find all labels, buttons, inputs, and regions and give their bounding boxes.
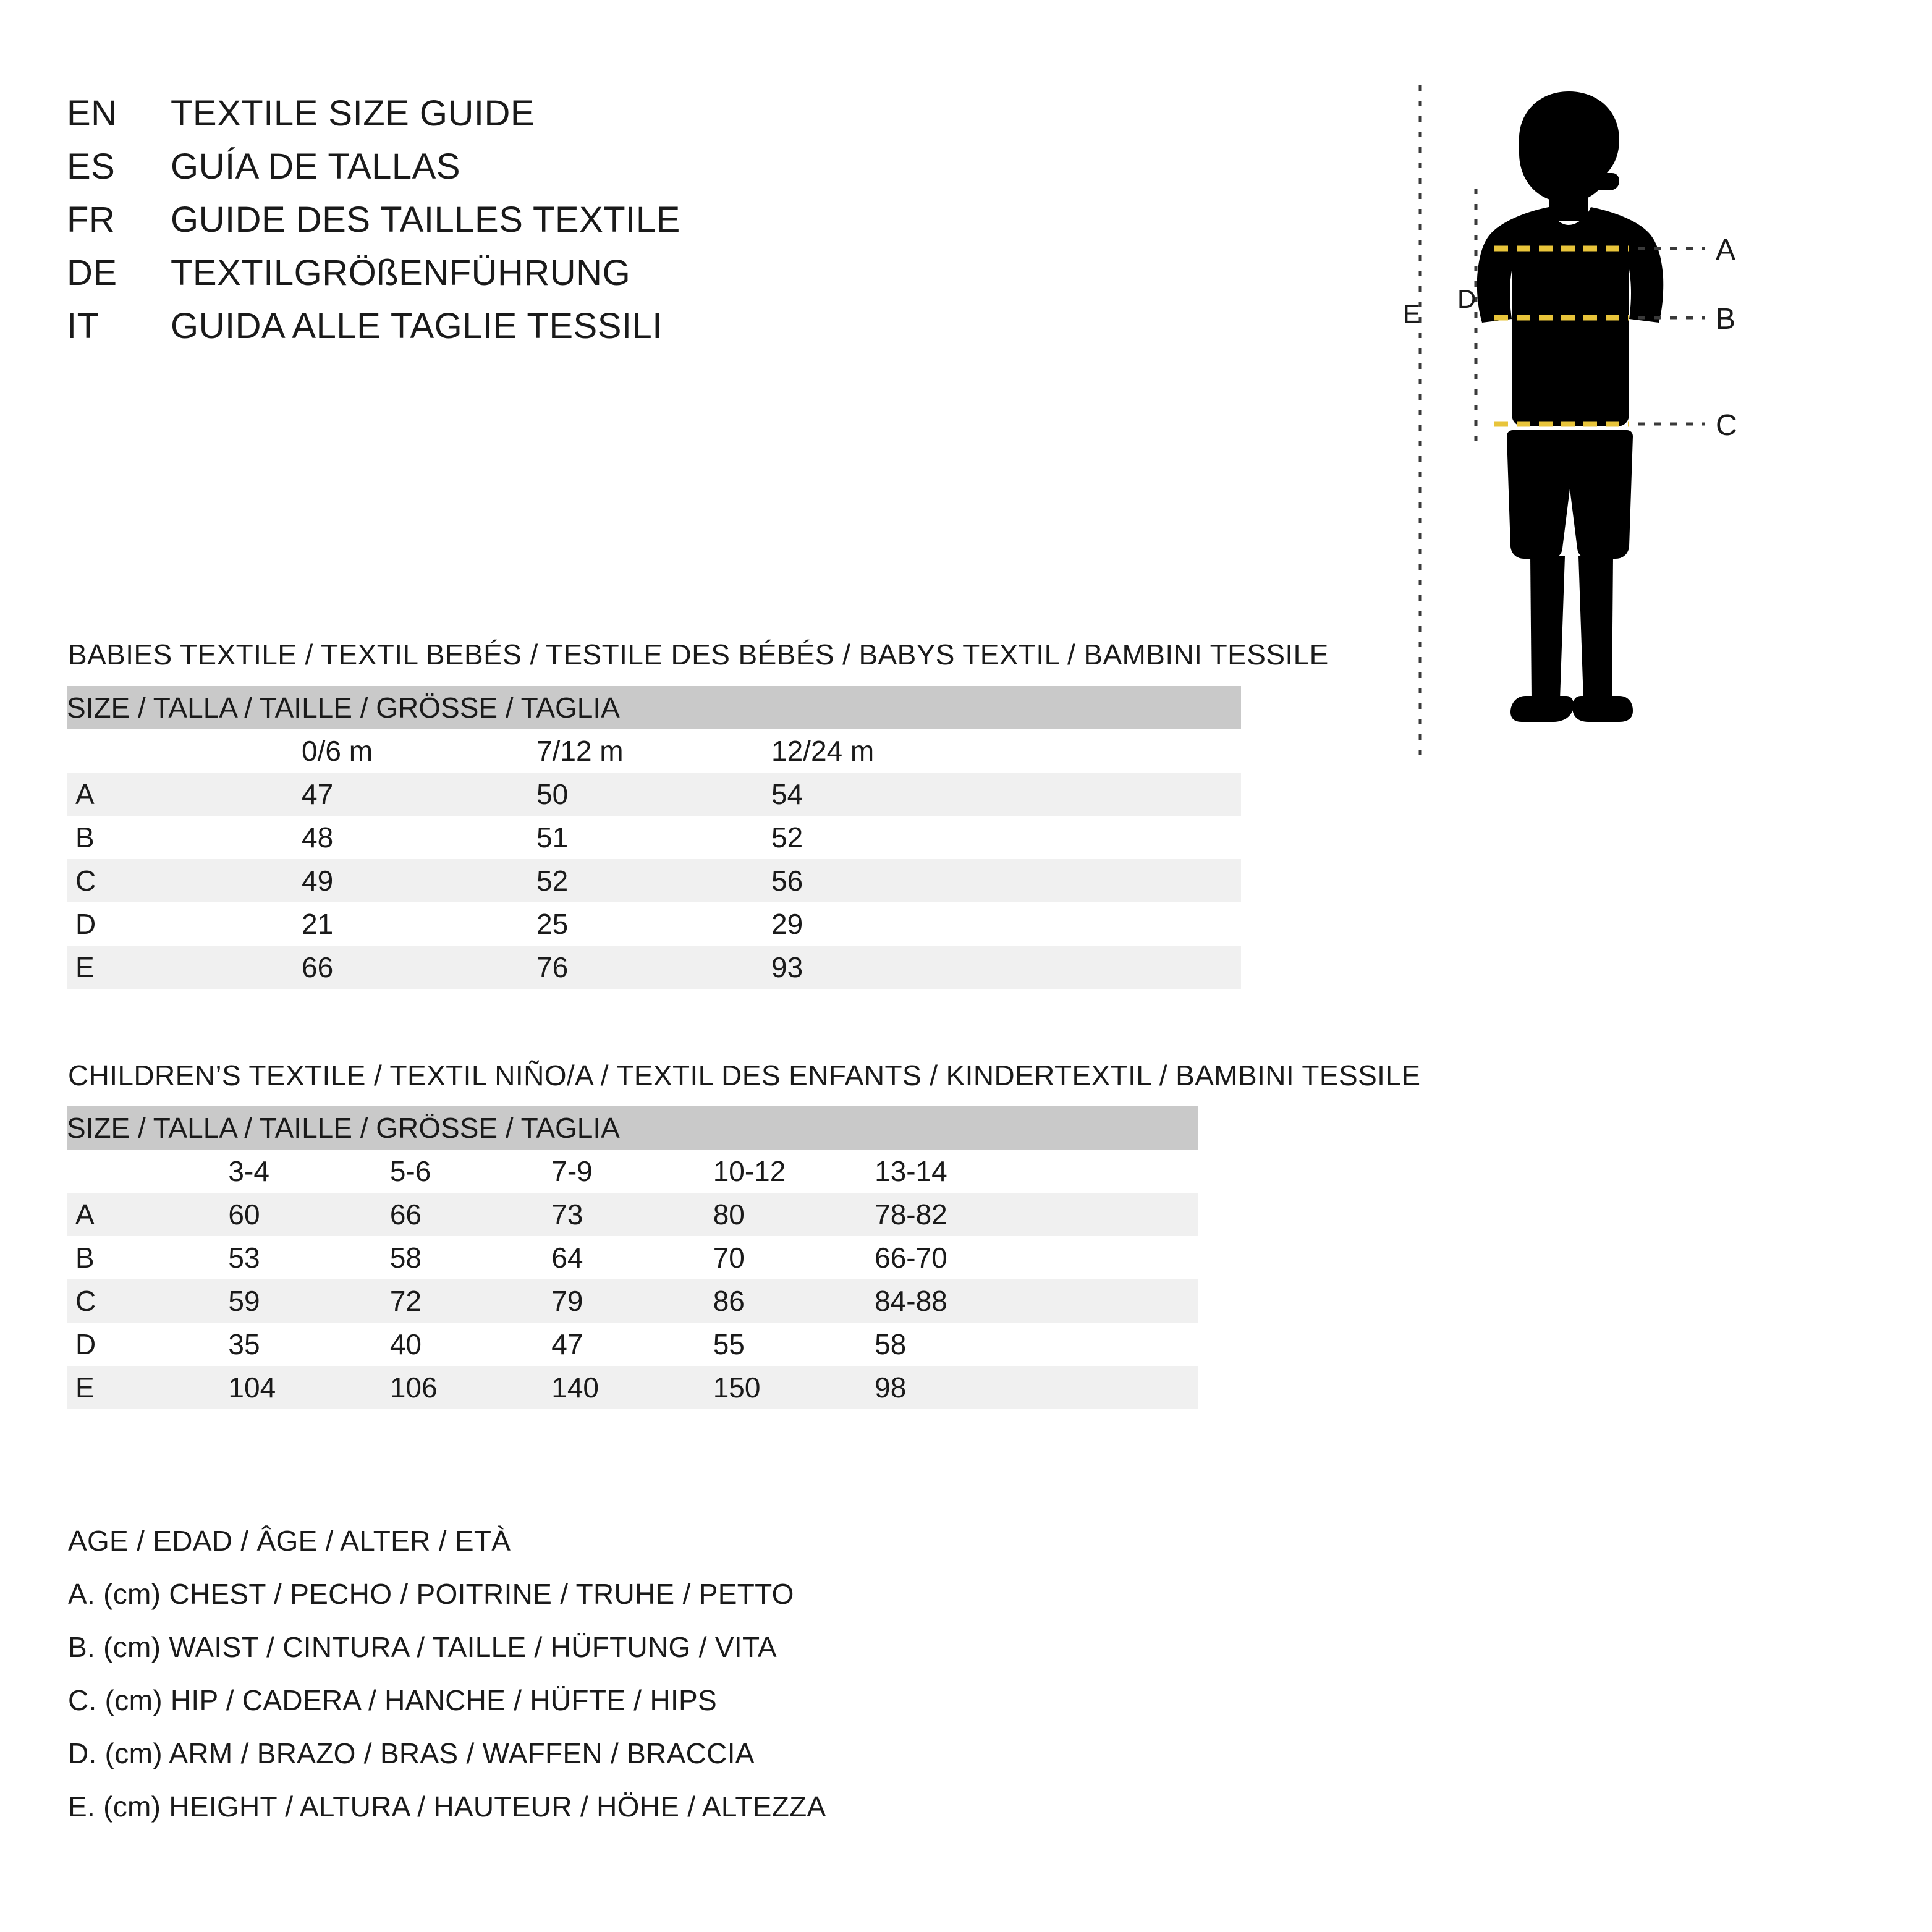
cell-value: 25	[536, 902, 771, 946]
cell-value: 50	[536, 773, 771, 816]
language-title: GUIDA ALLE TAGLIE TESSILI	[171, 306, 663, 346]
filler-cell	[1006, 729, 1241, 773]
legend-row-arm: D. (cm) ARM / BRAZO / BRAS / WAFFEN / BRACCIA	[68, 1737, 755, 1769]
column-header: 3-4	[228, 1150, 389, 1193]
language-title: TEXTILE SIZE GUIDE	[171, 93, 535, 133]
babies-section-title: BABIES TEXTILE / TEXTIL BEBÉS / TESTILE DES BÉBÉS / BABYS TEXTIL / BAMBINI TESSILE	[68, 638, 1329, 671]
row-label: B	[67, 816, 302, 859]
children-size-table	[67, 1106, 1198, 1409]
cell-value: 66	[390, 1193, 551, 1236]
child-silhouette	[1477, 91, 1663, 722]
filler-cell	[1036, 1323, 1198, 1366]
cell-value: 56	[771, 859, 1006, 902]
column-header: 0/6 m	[302, 729, 536, 773]
cell-value: 84-88	[875, 1279, 1036, 1323]
language-row	[67, 146, 680, 199]
figure-label-c: C	[1716, 409, 1737, 442]
children-band-label: SIZE / TALLA / TAILLE / GRÖSSE / TAGLIA	[67, 1106, 1198, 1150]
cell-value: 59	[228, 1279, 389, 1323]
language-code: DE	[67, 253, 117, 293]
cell-value: 55	[713, 1323, 875, 1366]
table-row	[67, 1150, 1198, 1193]
column-header: 7-9	[551, 1150, 713, 1193]
figure-label-b: B	[1716, 303, 1736, 336]
cell-value: 73	[551, 1193, 713, 1236]
babies-size-table	[67, 686, 1241, 989]
children-section-title: CHILDREN’S TEXTILE / TEXTIL NIÑO/A / TEXTIL DES ENFANTS / KINDERTEXTIL / BAMBINI TESSILE	[68, 1059, 1421, 1091]
filler-cell	[1006, 816, 1241, 859]
filler-cell	[1006, 902, 1241, 946]
row-label: C	[67, 859, 302, 902]
language-title-block	[67, 93, 680, 358]
table-row	[67, 1236, 1198, 1279]
legend-row-chest: A. (cm) CHEST / PECHO / POITRINE / TRUHE / PETTO	[68, 1578, 794, 1610]
cell-value: 64	[551, 1236, 713, 1279]
cell-value: 47	[551, 1323, 713, 1366]
table-row	[67, 859, 1241, 902]
language-title: GUIDE DES TAILLES TEXTILE	[171, 200, 680, 240]
language-code: IT	[67, 306, 100, 346]
cell-value: 150	[713, 1366, 875, 1409]
legend-row-age: AGE / EDAD / ÂGE / ALTER / ETÀ	[68, 1525, 511, 1557]
cell-value: 52	[771, 816, 1006, 859]
language-code: FR	[67, 200, 116, 240]
cell-value: 40	[390, 1323, 551, 1366]
cell-value: 35	[228, 1323, 389, 1366]
table-row	[67, 816, 1241, 859]
row-label: B	[67, 1236, 228, 1279]
language-title: TEXTILGRÖßENFÜHRUNG	[171, 253, 631, 293]
cell-value: 72	[390, 1279, 551, 1323]
legend-row-height: E. (cm) HEIGHT / ALTURA / HAUTEUR / HÖHE / ALTEZZA	[68, 1790, 826, 1823]
babies-band-label: SIZE / TALLA / TAILLE / GRÖSSE / TAGLIA	[67, 686, 1241, 729]
language-code: EN	[67, 93, 117, 133]
column-header: 12/24 m	[771, 729, 1006, 773]
row-label: E	[67, 946, 302, 989]
table-row	[67, 1193, 1198, 1236]
cell-value: 78-82	[875, 1193, 1036, 1236]
row-label	[67, 729, 302, 773]
cell-value: 104	[228, 1366, 389, 1409]
row-label: A	[67, 1193, 228, 1236]
cell-value: 21	[302, 902, 536, 946]
legend-row-hip: C. (cm) HIP / CADERA / HANCHE / HÜFTE / HIPS	[68, 1684, 718, 1716]
cell-value: 58	[390, 1236, 551, 1279]
table-row	[67, 773, 1241, 816]
filler-cell	[1006, 773, 1241, 816]
column-header: 13-14	[875, 1150, 1036, 1193]
cell-value: 29	[771, 902, 1006, 946]
filler-cell	[1036, 1150, 1198, 1193]
cell-value: 80	[713, 1193, 875, 1236]
cell-value: 66	[302, 946, 536, 989]
cell-value: 51	[536, 816, 771, 859]
legend-block	[68, 1524, 826, 1843]
figure-label-e: E	[1403, 299, 1421, 328]
row-label: A	[67, 773, 302, 816]
language-row	[67, 93, 680, 146]
cell-value: 98	[875, 1366, 1036, 1409]
table-row	[67, 1279, 1198, 1323]
filler-cell	[1036, 1279, 1198, 1323]
language-row	[67, 305, 680, 358]
figure-label-d: D	[1457, 284, 1477, 313]
row-label: D	[67, 902, 302, 946]
table-header-band	[67, 1106, 1198, 1150]
column-header: 5-6	[390, 1150, 551, 1193]
cell-value: 53	[228, 1236, 389, 1279]
language-code: ES	[67, 146, 116, 187]
cell-value: 47	[302, 773, 536, 816]
language-row	[67, 252, 680, 305]
figure-label-a: A	[1716, 234, 1736, 266]
cell-value: 60	[228, 1193, 389, 1236]
cell-value: 48	[302, 816, 536, 859]
measurement-diagram	[1403, 80, 1885, 766]
cell-value: 93	[771, 946, 1006, 989]
filler-cell	[1036, 1193, 1198, 1236]
legend-row-waist: B. (cm) WAIST / CINTURA / TAILLE / HÜFTUNG / VITA	[68, 1631, 777, 1663]
table-row	[67, 1323, 1198, 1366]
cell-value: 140	[551, 1366, 713, 1409]
table-row	[67, 1366, 1198, 1409]
column-header: 7/12 m	[536, 729, 771, 773]
cell-value: 106	[390, 1366, 551, 1409]
column-header: 10-12	[713, 1150, 875, 1193]
language-row	[67, 199, 680, 252]
cell-value: 79	[551, 1279, 713, 1323]
row-label: C	[67, 1279, 228, 1323]
table-row	[67, 902, 1241, 946]
cell-value: 54	[771, 773, 1006, 816]
cell-value: 58	[875, 1323, 1036, 1366]
cell-value: 52	[536, 859, 771, 902]
filler-cell	[1036, 1236, 1198, 1279]
cell-value: 70	[713, 1236, 875, 1279]
cell-value: 49	[302, 859, 536, 902]
language-title: GUÍA DE TALLAS	[171, 146, 461, 187]
table-header-band	[67, 686, 1241, 729]
cell-value: 66-70	[875, 1236, 1036, 1279]
filler-cell	[1006, 859, 1241, 902]
table-row	[67, 729, 1241, 773]
filler-cell	[1006, 946, 1241, 989]
cell-value: 76	[536, 946, 771, 989]
cell-value: 86	[713, 1279, 875, 1323]
row-label	[67, 1150, 228, 1193]
filler-cell	[1036, 1366, 1198, 1409]
row-label: D	[67, 1323, 228, 1366]
table-row	[67, 946, 1241, 989]
row-label: E	[67, 1366, 228, 1409]
